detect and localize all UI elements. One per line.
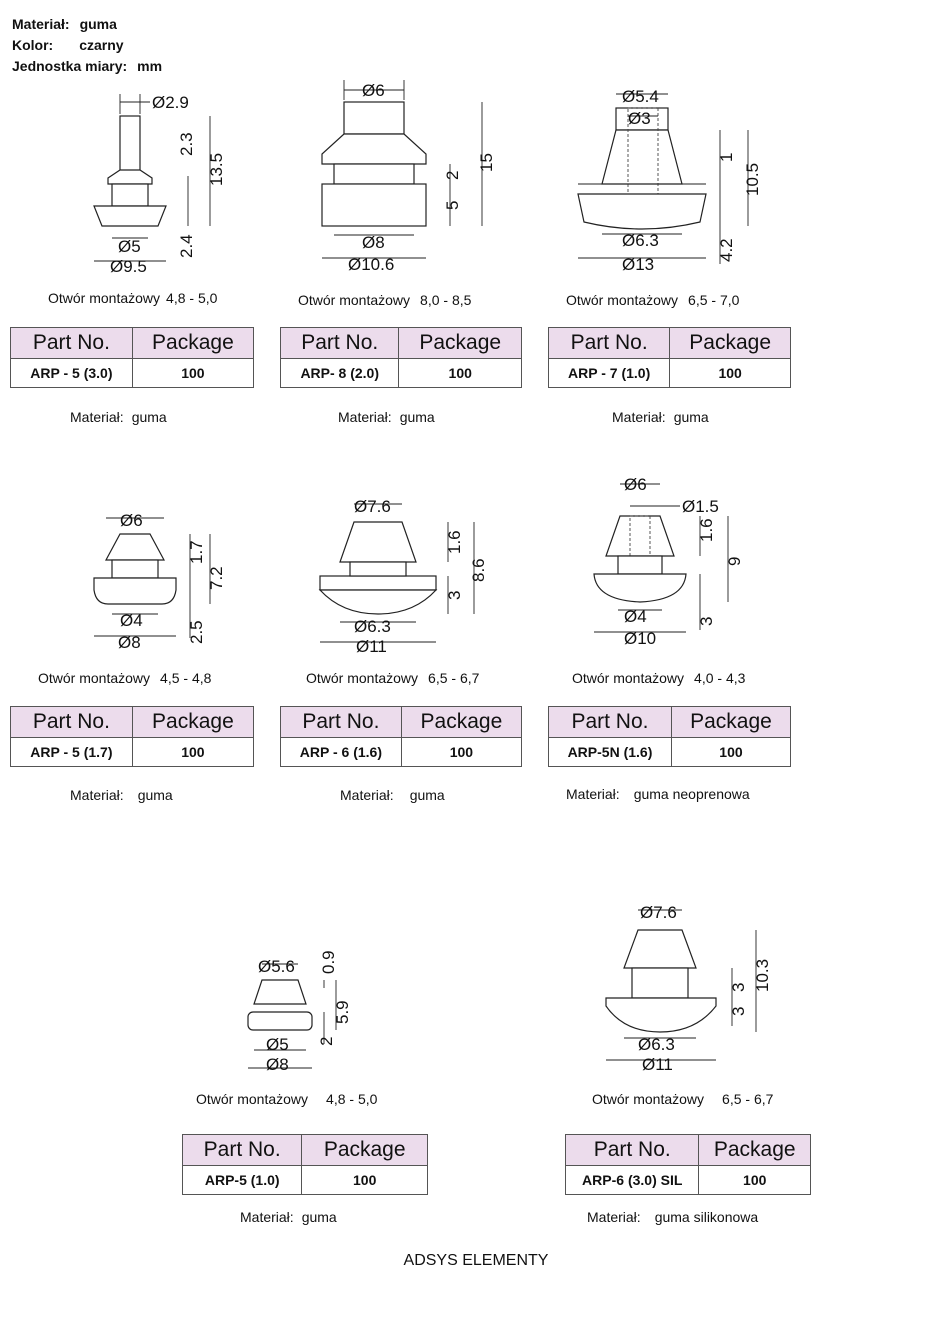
material-arp-6-1-6: [340, 787, 445, 803]
dim-label: 3: [445, 590, 464, 600]
part-no-header: Part No.: [566, 1135, 699, 1166]
material-value: guma: [673, 409, 709, 425]
hole-value: 4,5 - 4,8: [160, 670, 212, 686]
package-header: Package: [699, 1135, 811, 1166]
part-no-cell: ARP - 5 (3.0): [11, 359, 133, 388]
dim-label: 2: [443, 170, 462, 180]
dim-label: Ø3: [628, 109, 651, 128]
hole-value: 8,0 - 8,5: [420, 292, 472, 308]
part-table-arp-5-3-0: [10, 327, 254, 388]
header-material-value: guma: [79, 16, 117, 32]
spec-header: [12, 14, 162, 77]
drawing-arp-5n-1-6: [588, 470, 768, 661]
part-no-cell: ARP - 5 (1.7): [11, 738, 133, 767]
part-no-cell: ARP-5N (1.6): [549, 738, 672, 767]
drawing-arp-6-1-6: [314, 492, 494, 661]
material-arp-6-3-0-sil: [587, 1209, 758, 1225]
header-unit-row: [12, 56, 162, 77]
dim-label: 10.5: [743, 162, 762, 196]
dim-label: Ø5: [118, 237, 141, 256]
part-no-cell: ARP - 6 (1.6): [281, 738, 402, 767]
hole-label: Otwór montażowy: [592, 1091, 705, 1107]
dim-label: Ø6: [624, 475, 647, 494]
header-color-label: Kolor:: [12, 37, 54, 53]
package-cell: 100: [132, 359, 253, 388]
dim-label: 3: [729, 982, 748, 992]
dim-label: Ø9.5: [110, 257, 147, 276]
hole-value: 6,5 - 6,7: [428, 670, 480, 686]
part-no-header: Part No.: [549, 707, 672, 738]
material-value: guma: [301, 1209, 337, 1225]
dim-label: Ø11: [356, 637, 387, 656]
mounting-hole-arp-5-1-7: [38, 670, 211, 686]
part-no-cell: ARP - 7 (1.0): [549, 359, 670, 388]
dim-label: 2.3: [177, 132, 196, 156]
package-header: Package: [399, 328, 522, 359]
package-cell: 100: [132, 738, 253, 767]
dim-label: Ø7.6: [640, 903, 677, 922]
dim-label: 1.7: [187, 540, 206, 564]
part-table-arp-6-1-6: [280, 706, 522, 767]
dim-label: Ø5: [266, 1035, 289, 1054]
dim-label: Ø11: [642, 1055, 673, 1074]
drawing-arp-5-1-7: [84, 508, 244, 663]
material-label: Materiał:: [240, 1209, 294, 1225]
mounting-hole-arp-5-3-0: [48, 290, 217, 306]
material-arp-5-1-7: [70, 787, 173, 803]
hole-value: 6,5 - 7,0: [688, 292, 740, 308]
header-color-row: [12, 35, 162, 56]
material-label: Materiał:: [612, 409, 666, 425]
header-material-label: Materiał:: [12, 16, 70, 32]
material-label: Materiał:: [70, 787, 124, 803]
hole-label: Otwór montażowy: [196, 1091, 309, 1107]
mounting-hole-arp-5-1-0: [196, 1091, 377, 1107]
dim-label: Ø6: [120, 511, 143, 530]
dim-label: 2.4: [177, 234, 196, 258]
dim-label: Ø10.6: [348, 255, 395, 274]
mounting-hole-arp-8-2-0: [298, 292, 471, 308]
material-label: Materiał:: [566, 786, 620, 802]
dim-label: Ø6.3: [638, 1035, 675, 1054]
mounting-hole-arp-6-3-0-sil: [592, 1091, 773, 1107]
material-arp-5-1-0: [240, 1209, 337, 1225]
drawing-arp-8-2-0: [310, 80, 500, 281]
package-cell: 100: [670, 359, 791, 388]
material-label: Materiał:: [338, 409, 392, 425]
part-no-header: Part No.: [549, 328, 670, 359]
part-table-arp-5-1-7: [10, 706, 254, 767]
header-unit-label: Jednostka miary:: [12, 58, 128, 74]
dim-label: Ø8: [118, 633, 141, 652]
drawing-arp-6-3-0-sil: [600, 896, 780, 1081]
material-value: guma: [399, 409, 435, 425]
dim-label: 7.2: [207, 566, 226, 590]
package-header: Package: [132, 328, 253, 359]
dim-label: Ø10: [624, 629, 657, 648]
part-table-arp-5-1-0: [182, 1134, 428, 1195]
dim-label: 1.6: [445, 530, 464, 554]
material-value: guma neoprenowa: [633, 786, 750, 802]
dim-label: Ø5.6: [258, 957, 295, 976]
package-cell: 100: [399, 359, 522, 388]
part-no-cell: ARP-6 (3.0) SIL: [566, 1166, 699, 1195]
package-cell: 100: [401, 738, 521, 767]
material-value: guma: [409, 787, 445, 803]
package-cell: 100: [671, 738, 790, 767]
part-no-cell: ARP- 8 (2.0): [281, 359, 399, 388]
part-no-header: Part No.: [281, 328, 399, 359]
mounting-hole-arp-6-1-6: [306, 670, 479, 686]
dim-label: Ø6: [362, 81, 385, 100]
dim-label: 5.9: [333, 1000, 352, 1024]
part-table-arp-6-3-0-sil: [565, 1134, 811, 1195]
part-no-header: Part No.: [183, 1135, 302, 1166]
header-color-value: czarny: [79, 37, 124, 53]
dim-label: 2.5: [187, 620, 206, 644]
package-header: Package: [670, 328, 791, 359]
material-value: guma: [137, 787, 173, 803]
hole-value: 4,0 - 4,3: [694, 670, 746, 686]
dim-label: Ø8: [362, 233, 385, 252]
hole-label: Otwór montażowy: [306, 670, 419, 686]
dim-label: 10.3: [753, 958, 772, 992]
material-label: Materiał:: [70, 409, 124, 425]
hole-label: Otwór montażowy: [572, 670, 685, 686]
material-arp-7-1-0: [612, 409, 709, 425]
dim-label: 15: [477, 153, 496, 172]
material-label: Materiał:: [587, 1209, 641, 1225]
dim-label: 1: [717, 152, 736, 162]
material-arp-5-3-0: [70, 409, 167, 425]
dim-label: 3: [729, 1006, 748, 1016]
package-header: Package: [302, 1135, 428, 1166]
hole-value: 4,8 - 5,0: [326, 1091, 378, 1107]
package-cell: 100: [699, 1166, 811, 1195]
part-table-arp-5n-1-6: [548, 706, 791, 767]
part-no-cell: ARP-5 (1.0): [183, 1166, 302, 1195]
dim-label: Ø2.9: [152, 93, 189, 112]
dim-label: 1.6: [697, 518, 716, 542]
part-table-arp-7-1-0: [548, 327, 791, 388]
hole-value: 4,8 - 5,0: [166, 290, 218, 306]
dim-label: Ø4: [624, 607, 647, 626]
dim-label: Ø1.5: [682, 497, 719, 516]
material-arp-8-2-0: [338, 409, 435, 425]
material-label: Materiał:: [340, 787, 394, 803]
package-header: Package: [671, 707, 790, 738]
drawing-arp-5-3-0: [80, 86, 250, 281]
dim-label: Ø8: [266, 1055, 289, 1074]
dim-label: Ø6.3: [622, 231, 659, 250]
material-arp-5n-1-6: [566, 786, 750, 802]
drawing-arp-7-1-0: [570, 86, 770, 281]
dim-label: 2: [317, 1036, 336, 1046]
dim-label: 5: [443, 200, 462, 210]
header-unit-value: mm: [137, 58, 163, 74]
dim-label: 0.9: [319, 950, 338, 974]
dim-label: Ø5.4: [622, 87, 659, 106]
hole-label: Otwór montażowy: [298, 292, 411, 308]
mounting-hole-arp-5n-1-6: [572, 670, 745, 686]
part-no-header: Part No.: [11, 328, 133, 359]
package-header: Package: [401, 707, 521, 738]
part-no-header: Part No.: [281, 707, 402, 738]
hole-label: Otwór montażowy: [38, 670, 151, 686]
dim-label: Ø13: [622, 255, 655, 274]
dim-label: 3: [697, 616, 716, 626]
material-value: guma silikonowa: [654, 1209, 759, 1225]
dim-label: 8.6: [469, 558, 488, 582]
dim-label: Ø4: [120, 611, 143, 630]
hole-label: Otwór montażowy: [48, 290, 161, 306]
dim-label: 4.2: [717, 238, 736, 262]
part-no-header: Part No.: [11, 707, 133, 738]
package-cell: 100: [302, 1166, 428, 1195]
mounting-hole-arp-7-1-0: [566, 292, 739, 308]
header-material-row: [12, 14, 162, 35]
drawing-arp-5-1-0: [236, 944, 376, 1085]
footer-company: ADSYS ELEMENTY: [403, 1252, 549, 1269]
hole-label: Otwór montażowy: [566, 292, 679, 308]
hole-value: 6,5 - 6,7: [722, 1091, 774, 1107]
dim-label: 13.5: [207, 152, 226, 186]
dim-label: Ø7.6: [354, 497, 391, 516]
dim-label: 9: [725, 556, 744, 566]
package-header: Package: [132, 707, 253, 738]
material-value: guma: [131, 409, 167, 425]
part-table-arp-8-2-0: [280, 327, 522, 388]
dim-label: Ø6.3: [354, 617, 391, 636]
